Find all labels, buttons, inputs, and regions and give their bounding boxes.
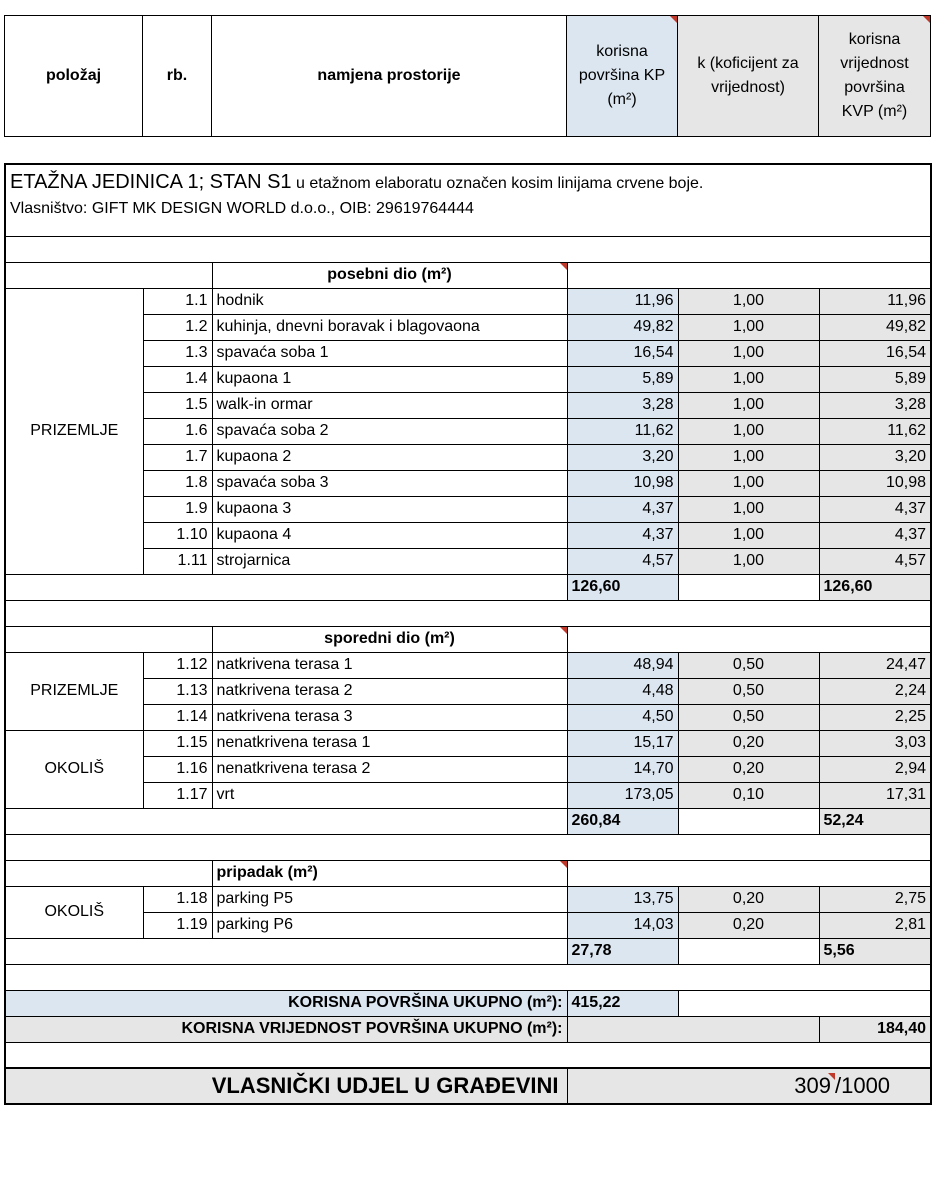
- total-kp-label: KORISNA POVRŠINA UKUPNO (m²):: [5, 990, 567, 1016]
- table-row: [5, 444, 931, 470]
- kvp-value: 3,03: [819, 730, 931, 756]
- header-kvp-line3: površina: [844, 79, 905, 96]
- header-koeficijent: [678, 16, 819, 137]
- room-name: vrt: [212, 782, 567, 808]
- row-number: 1.11: [143, 548, 212, 574]
- subtotal-blank: [5, 808, 567, 834]
- room-name: kuhinja, dnevni boravak i blagovaona: [212, 314, 567, 340]
- spacer-row: [5, 834, 931, 860]
- kvp-value: 5,89: [819, 366, 931, 392]
- ownership-share-cell: [567, 1068, 931, 1104]
- k-value: 0,20: [678, 912, 819, 938]
- kp-value: 13,75: [567, 886, 678, 912]
- row-number: 1.16: [143, 756, 212, 782]
- row-number: 1.10: [143, 522, 212, 548]
- row-number: 1.14: [143, 704, 212, 730]
- header-kp-line2: površina KP: [578, 67, 666, 84]
- spacer-cell: [5, 964, 931, 990]
- row-number: 1.7: [143, 444, 212, 470]
- section-heading: posebni dio (m²): [212, 262, 567, 288]
- room-name: kupaona 3: [212, 496, 567, 522]
- table-row: [5, 340, 931, 366]
- spacer-cell: [5, 1042, 931, 1068]
- k-value: 0,20: [678, 730, 819, 756]
- kp-value: 49,82: [567, 314, 678, 340]
- section-header-blank: [5, 860, 212, 886]
- k-value: 0,20: [678, 756, 819, 782]
- row-number: 1.6: [143, 418, 212, 444]
- subtotal-kvp: 126,60: [819, 574, 931, 600]
- total-kvp-blank: [567, 1016, 819, 1042]
- spacer-cell: [5, 600, 931, 626]
- row-number: 1.12: [143, 652, 212, 678]
- k-value: 1,00: [678, 340, 819, 366]
- location-cell: PRIZEMLJE: [5, 652, 143, 730]
- kp-value: 4,37: [567, 522, 678, 548]
- subtotal-kp: 126,60: [567, 574, 678, 600]
- kvp-value: 4,37: [819, 522, 931, 548]
- header-kvp-line4: KVP (m²): [841, 103, 908, 120]
- subtotal-kvp: 5,56: [819, 938, 931, 964]
- room-name: kupaona 1: [212, 366, 567, 392]
- k-value: 1,00: [678, 548, 819, 574]
- ownership-share-value: 309: [794, 1073, 835, 1098]
- subtotal-k-blank: [678, 808, 819, 834]
- kvp-value: 4,57: [819, 548, 931, 574]
- location-cell: PRIZEMLJE: [5, 288, 143, 574]
- header-k-line1: k (koficijent za: [697, 55, 799, 72]
- column-header-table: [4, 15, 931, 137]
- kp-value: 15,17: [567, 730, 678, 756]
- kp-value: 16,54: [567, 340, 678, 366]
- section-header-blank: [567, 262, 931, 288]
- total-kp-blank: [678, 990, 931, 1016]
- kvp-value: 2,81: [819, 912, 931, 938]
- table-row: [5, 418, 931, 444]
- subtotal-k-blank: [678, 938, 819, 964]
- kp-value: 4,50: [567, 704, 678, 730]
- kvp-value: 11,62: [819, 418, 931, 444]
- subtotal-row: [5, 938, 931, 964]
- unit-note: u etažnom elaboratu označen kosim linijama crvene boje.: [296, 175, 704, 192]
- section-heading: pripadak (m²): [212, 860, 567, 886]
- kp-value: 4,37: [567, 496, 678, 522]
- subtotal-blank: [5, 938, 567, 964]
- unit-title: ETAŽNA JEDINICA 1; STAN S1: [10, 171, 292, 193]
- table-row: [5, 392, 931, 418]
- row-number: 1.15: [143, 730, 212, 756]
- kp-value: 3,20: [567, 444, 678, 470]
- subtotal-kp: 260,84: [567, 808, 678, 834]
- kvp-value: 49,82: [819, 314, 931, 340]
- header-polozaj: položaj: [5, 16, 143, 137]
- subtotal-k-blank: [678, 574, 819, 600]
- kvp-value: 2,75: [819, 886, 931, 912]
- kp-value: 173,05: [567, 782, 678, 808]
- k-value: 1,00: [678, 288, 819, 314]
- k-value: 1,00: [678, 496, 819, 522]
- subtotal-kp: 27,78: [567, 938, 678, 964]
- header-korisna-povrsina: [567, 16, 678, 137]
- k-value: 1,00: [678, 314, 819, 340]
- section-header-blank: [5, 626, 212, 652]
- table-row: [5, 678, 931, 704]
- spacer-row: [5, 964, 931, 990]
- kvp-value: 2,24: [819, 678, 931, 704]
- room-name: nenatkrivena terasa 1: [212, 730, 567, 756]
- table-row: [5, 366, 931, 392]
- room-name: walk-in ormar: [212, 392, 567, 418]
- subtotal-row: [5, 808, 931, 834]
- kvp-value: 4,37: [819, 496, 931, 522]
- table-row: [5, 730, 931, 756]
- location-cell: OKOLIŠ: [5, 730, 143, 808]
- row-number: 1.19: [143, 912, 212, 938]
- room-name: kupaona 2: [212, 444, 567, 470]
- section-sporedni-header: [5, 626, 931, 652]
- row-number: 1.18: [143, 886, 212, 912]
- table-row: [5, 704, 931, 730]
- k-value: 1,00: [678, 470, 819, 496]
- row-number: 1.2: [143, 314, 212, 340]
- k-value: 0,50: [678, 652, 819, 678]
- kvp-value: 10,98: [819, 470, 931, 496]
- room-name: natkrivena terasa 3: [212, 704, 567, 730]
- spacer-cell: [5, 834, 931, 860]
- table-row: [5, 886, 931, 912]
- kp-value: 11,62: [567, 418, 678, 444]
- ownership-share-label: VLASNIČKI UDJEL U GRAĐEVINI: [5, 1068, 567, 1104]
- section-header-blank: [567, 860, 931, 886]
- header-k-line2: vrijednost): [711, 79, 785, 96]
- table-row: [5, 314, 931, 340]
- table-row: [5, 548, 931, 574]
- room-name: natkrivena terasa 2: [212, 678, 567, 704]
- spacer-row: [5, 600, 931, 626]
- subtotal-kvp: 52,24: [819, 808, 931, 834]
- k-value: 0,50: [678, 678, 819, 704]
- kvp-value: 2,25: [819, 704, 931, 730]
- k-value: 1,00: [678, 522, 819, 548]
- room-name: parking P6: [212, 912, 567, 938]
- k-value: 0,50: [678, 704, 819, 730]
- unit-owner: Vlasništvo: GIFT MK DESIGN WORLD d.o.o., OIB: 29619764444: [10, 200, 474, 217]
- unit-title-cell: [5, 164, 931, 236]
- total-kvp-row: [5, 1016, 931, 1042]
- header-kp-line1: korisna: [596, 43, 648, 60]
- room-name: spavaća soba 3: [212, 470, 567, 496]
- kvp-value: 2,94: [819, 756, 931, 782]
- table-row: [5, 522, 931, 548]
- spacer-cell: [5, 236, 931, 262]
- header-kp-line3: (m²): [607, 91, 637, 108]
- k-value: 1,00: [678, 444, 819, 470]
- row-number: 1.3: [143, 340, 212, 366]
- section-header-blank: [5, 262, 212, 288]
- room-name: nenatkrivena terasa 2: [212, 756, 567, 782]
- ownership-share-denominator: /1000: [834, 1073, 891, 1098]
- spacer-row: [5, 236, 931, 262]
- row-number: 1.1: [143, 288, 212, 314]
- kp-value: 10,98: [567, 470, 678, 496]
- room-name: spavaća soba 2: [212, 418, 567, 444]
- k-value: 1,00: [678, 366, 819, 392]
- kvp-value: 3,20: [819, 444, 931, 470]
- total-kvp-label: KORISNA VRIJEDNOST POVRŠINA UKUPNO (m²):: [5, 1016, 567, 1042]
- kvp-value: 16,54: [819, 340, 931, 366]
- row-number: 1.5: [143, 392, 212, 418]
- row-number: 1.17: [143, 782, 212, 808]
- room-name: kupaona 4: [212, 522, 567, 548]
- spacer-row: [5, 1042, 931, 1068]
- kvp-value: 17,31: [819, 782, 931, 808]
- table-row: [5, 470, 931, 496]
- table-row: [5, 756, 931, 782]
- ownership-share-row: [5, 1068, 931, 1104]
- section-posebni-header: [5, 262, 931, 288]
- kp-value: 14,70: [567, 756, 678, 782]
- total-kp-row: [5, 990, 931, 1016]
- header-namjena: namjena prostorije: [212, 16, 567, 137]
- subtotal-blank: [5, 574, 567, 600]
- section-pripadak-header: [5, 860, 931, 886]
- kp-value: 48,94: [567, 652, 678, 678]
- row-number: 1.9: [143, 496, 212, 522]
- location-cell: OKOLIŠ: [5, 886, 143, 938]
- kvp-value: 24,47: [819, 652, 931, 678]
- room-name: natkrivena terasa 1: [212, 652, 567, 678]
- kp-value: 14,03: [567, 912, 678, 938]
- total-kp-value: 415,22: [567, 990, 678, 1016]
- table-row: [5, 496, 931, 522]
- unit-area-table: [4, 163, 932, 1105]
- room-name: spavaća soba 1: [212, 340, 567, 366]
- room-name: hodnik: [212, 288, 567, 314]
- k-value: 1,00: [678, 392, 819, 418]
- kvp-value: 3,28: [819, 392, 931, 418]
- kvp-value: 11,96: [819, 288, 931, 314]
- section-heading: sporedni dio (m²): [212, 626, 567, 652]
- kp-value: 4,48: [567, 678, 678, 704]
- k-value: 0,20: [678, 886, 819, 912]
- subtotal-row: [5, 574, 931, 600]
- kp-value: 3,28: [567, 392, 678, 418]
- header-kvp-line2: vrijednost: [840, 55, 909, 72]
- table-row: [5, 288, 931, 314]
- table-row: [5, 912, 931, 938]
- table-row: [5, 652, 931, 678]
- header-kvp-line1: korisna: [848, 31, 901, 48]
- row-number: 1.8: [143, 470, 212, 496]
- total-kvp-value: 184,40: [819, 1016, 931, 1042]
- row-number: 1.13: [143, 678, 212, 704]
- header-korisna-vrijednost: [819, 16, 931, 137]
- section-header-blank: [567, 626, 931, 652]
- room-name: parking P5: [212, 886, 567, 912]
- kp-value: 11,96: [567, 288, 678, 314]
- header-rb: rb.: [143, 16, 212, 137]
- k-value: 1,00: [678, 418, 819, 444]
- kp-value: 5,89: [567, 366, 678, 392]
- k-value: 0,10: [678, 782, 819, 808]
- kp-value: 4,57: [567, 548, 678, 574]
- room-name: strojarnica: [212, 548, 567, 574]
- table-row: [5, 782, 931, 808]
- row-number: 1.4: [143, 366, 212, 392]
